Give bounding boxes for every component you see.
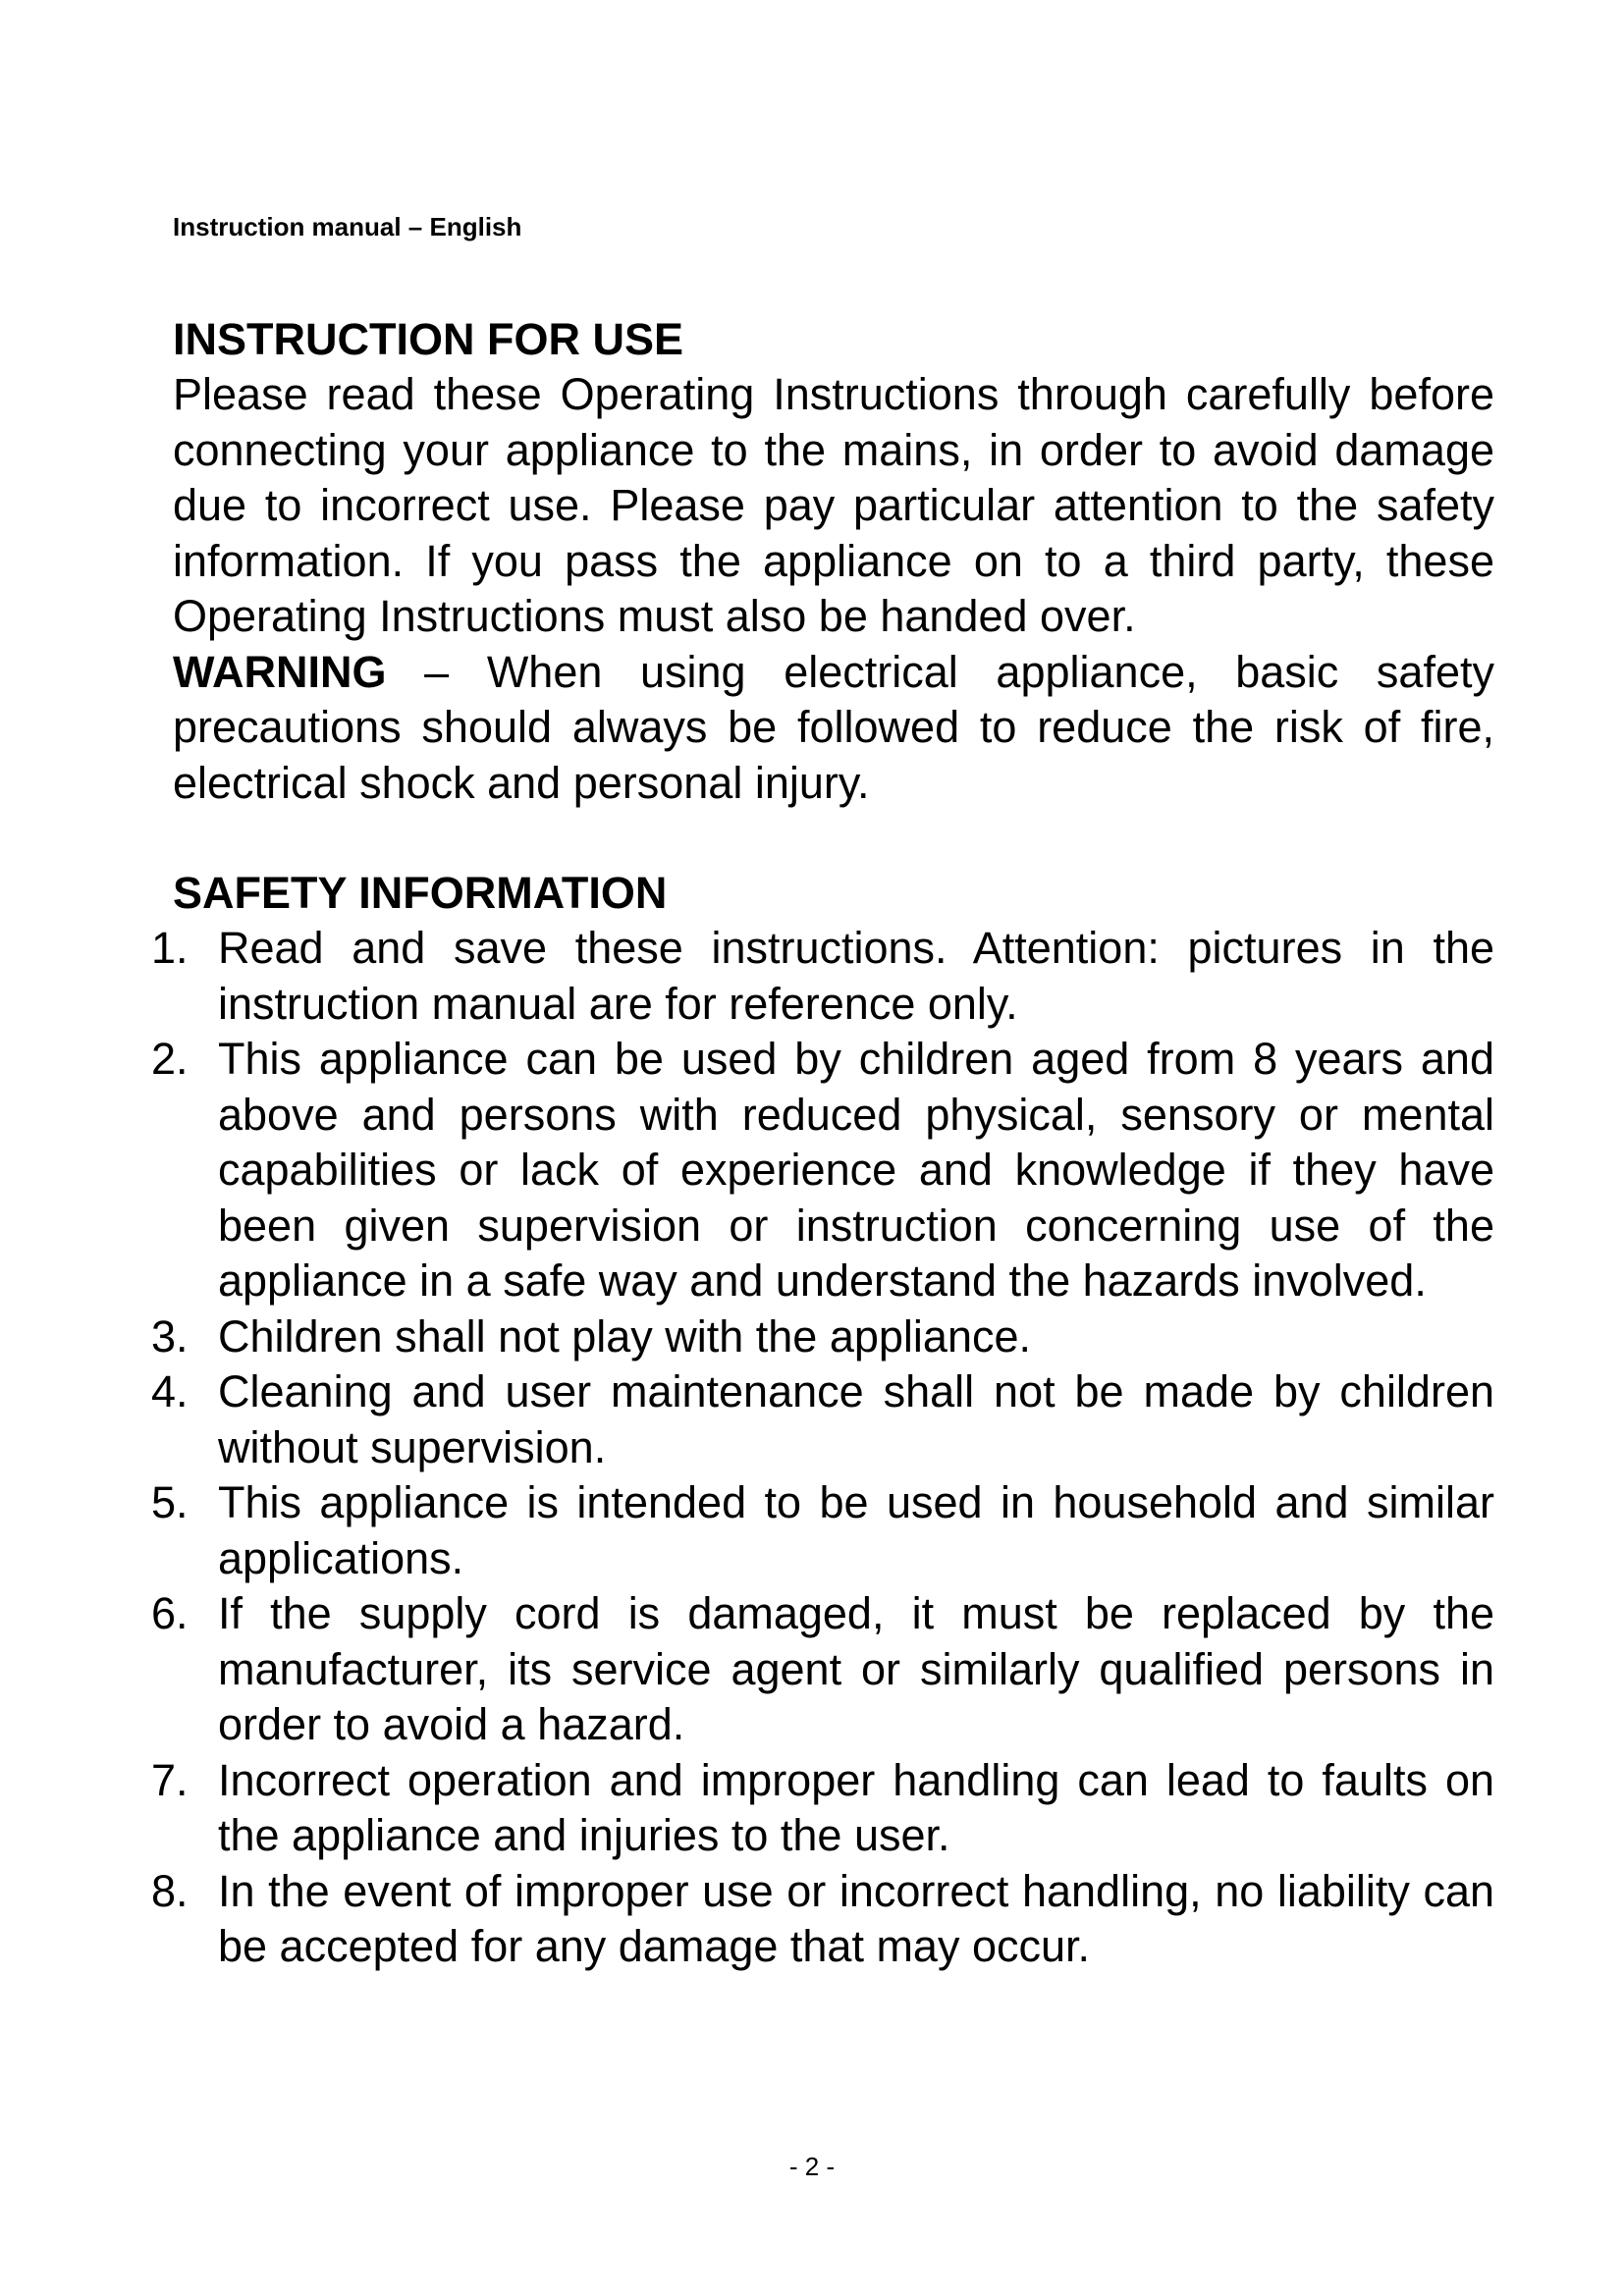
safety-item-8 bbox=[151, 1864, 1494, 1975]
item-number: 8. bbox=[151, 1865, 189, 1916]
safety-item-4 bbox=[151, 1364, 1494, 1475]
safety-item-3 bbox=[151, 1309, 1494, 1365]
item-text: Incorrect operation and improper handling can lead to faults on the appliance and injuries to the user. bbox=[218, 1754, 1494, 1860]
item-text: This appliance can be used by children aged from 8 years and above and persons with reduced physical, sensory or mental capabilities or lack of experience and knowledge if they have been given supervision or instruction concerning use of the appliance in a safe way and understand the hazards involved. bbox=[218, 1034, 1494, 1306]
safety-item-5 bbox=[151, 1475, 1494, 1586]
page-number: - 2 - bbox=[788, 2152, 836, 2181]
item-number: 3. bbox=[151, 1310, 189, 1362]
running-header: Instruction manual – English bbox=[173, 212, 522, 241]
warning-label: WARNING bbox=[173, 646, 387, 697]
item-number: 6. bbox=[151, 1588, 189, 1638]
item-text: Read and save these instructions. Attention: pictures in the instruction manual are for reference only. bbox=[218, 923, 1494, 1029]
warning-paragraph bbox=[173, 645, 1494, 812]
page-content bbox=[151, 312, 1494, 1975]
item-text: This appliance is intended to be used in household and similar applications. bbox=[218, 1477, 1494, 1583]
safety-item-1 bbox=[151, 921, 1494, 1032]
section-spacer bbox=[173, 811, 1494, 866]
safety-item-6 bbox=[151, 1586, 1494, 1753]
intro-paragraph: Please read these Operating Instructions through carefully before connecting your appliance to the mains, in order to avoid damage due to incorrect use. Please pay particular attention to the safety information. If you pass the appliance on to a third party, these Operating Instructions must also be handed over. bbox=[173, 369, 1494, 641]
item-text: If the supply cord is damaged, it must be replaced by the manufacturer, its service agent or similarly qualified persons in order to avoid a hazard. bbox=[218, 1588, 1494, 1749]
item-text: Children shall not play with the appliance. bbox=[218, 1310, 1031, 1362]
warning-text: – When using electrical appliance, basic safety precautions should always be followed to reduce the risk of fire, electrical shock and personal injury. bbox=[173, 646, 1494, 808]
item-text: In the event of improper use or incorrect handling, no liability can be accepted for any damage that may occur. bbox=[218, 1865, 1494, 1971]
instruction-heading: INSTRUCTION FOR USE bbox=[173, 314, 684, 364]
item-text: Cleaning and user maintenance shall not be made by children without supervision. bbox=[218, 1366, 1494, 1472]
item-number: 1. bbox=[151, 923, 189, 973]
safety-item-2 bbox=[151, 1032, 1494, 1309]
item-number: 4. bbox=[151, 1366, 189, 1416]
safety-item-7 bbox=[151, 1753, 1494, 1864]
safety-heading: SAFETY INFORMATION bbox=[173, 868, 668, 918]
item-number: 7. bbox=[151, 1754, 189, 1805]
item-number: 2. bbox=[151, 1034, 189, 1084]
item-number: 5. bbox=[151, 1477, 189, 1527]
safety-list bbox=[151, 921, 1494, 1975]
